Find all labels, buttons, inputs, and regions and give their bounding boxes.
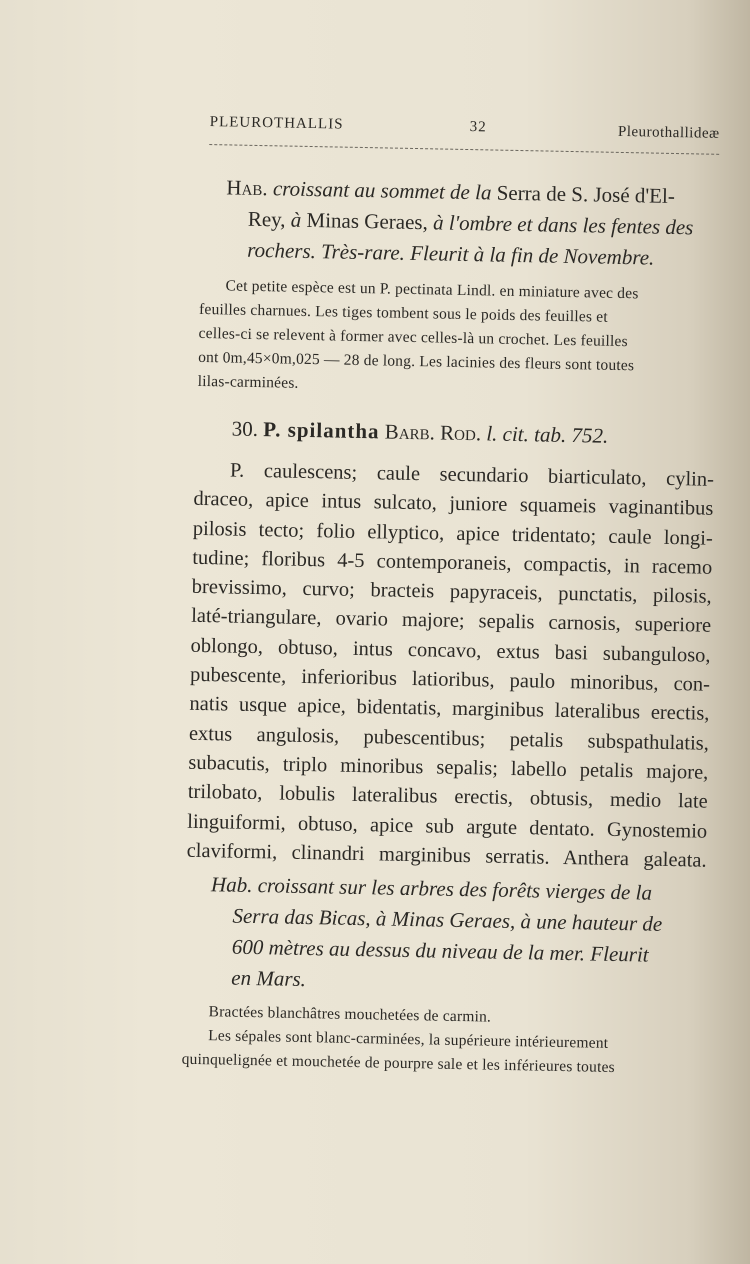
description-line: subacutis, triplo minoribus sepalis; labello petalis majore, xyxy=(188,751,709,784)
note2-line-3: quinquelignée et mouchetée de pourpre sale et les inférieures toutes xyxy=(181,1050,616,1076)
note1-line-4: ont 0m,45×0m,025 — 28 de long. Les lacinies des fleurs sont toutes xyxy=(198,348,635,375)
species-author: Barb. Rod. xyxy=(384,419,482,446)
note2-line-2: Les sépales sont blanc-carminées, la supérieure intérieurement xyxy=(207,1027,609,1052)
note1-line-5: lilas-carminées. xyxy=(197,372,299,392)
hab2-line-1: Hab. croissant sur les arbres des forêts vierges de la xyxy=(210,872,653,905)
hab2-line-4: en Mars. xyxy=(231,965,307,992)
latin-description xyxy=(186,456,714,876)
description-line: P. caulescens; caule secundario biarticulato, cylin- xyxy=(229,459,715,491)
running-head xyxy=(209,114,719,146)
description-line: tudine; floribus 4-5 contemporaneis, compactis, in racemo xyxy=(192,546,713,579)
species-name: P. spilantha xyxy=(263,417,380,444)
description-line: brevissimo, curvo; bracteis papyraceis, punctatis, pilosis, xyxy=(191,575,712,608)
hab1-line-1: Hab. croissant au sommet de la Serra de S. José d'El- xyxy=(226,175,676,208)
description-line: natis usque apice, bidentatis, marginibus lateralibus erectis, xyxy=(189,693,710,726)
running-head-genus: PLEUROTHALLIS xyxy=(209,114,344,133)
description-line: draceo, apice intus sulcato, juniore squameis vaginantibus xyxy=(193,488,714,521)
note1-line-3: celles-ci se relevent à former avec celles-là un crochet. Les feuilles xyxy=(198,324,628,351)
note2-line-1: Bractées blanchâtres mouchetées de carmin. xyxy=(208,1003,492,1026)
species-number: 30. xyxy=(231,416,259,442)
hab2-line-2: Serra das Bicas, à Minas Geraes, à une hauteur de xyxy=(232,903,663,936)
hab1-line-3: rochers. Très-rare. Fleurit à la fin de Novembre. xyxy=(247,237,655,270)
species-heading xyxy=(232,415,712,452)
species-reference: l. cit. tab. 752. xyxy=(486,421,609,448)
description-line: pilosis tecto; folio ellyptico, apice tridentato; caule longi- xyxy=(192,517,714,550)
description-line: linguiformi, obtuso, apice sub argute dentato. Gynostemio xyxy=(187,810,708,843)
note-paragraph-1 xyxy=(197,274,719,404)
description-line: extus angulosis, pubescentibus; petalis subspathulatis, xyxy=(188,722,710,755)
description-line: pubescente, inferioribus latioribus, paulo minoribus, con- xyxy=(189,663,711,696)
running-head-tribe: Pleurothallideæ xyxy=(617,123,720,142)
habitat-paragraph-2 xyxy=(209,869,707,1002)
note1-line-1: Cet petite espèce est un P. pectinata Lindl. en miniature avec des xyxy=(225,277,639,303)
page-number: 32 xyxy=(469,119,487,136)
hab2-line-3: 600 mètres au dessus du niveau de la mer. Fleurit xyxy=(231,934,649,967)
description-line: claviformi, clinandri marginibus serratis. Anthera galeata. xyxy=(186,839,707,872)
note1-line-2: feuilles charnues. Les tiges tombent sous le poids des feuilles et xyxy=(198,300,608,326)
note-paragraph-2 xyxy=(181,1000,703,1081)
description-line: trilobato, lobulis lateralibus erectis, obtusis, medio late xyxy=(187,781,708,813)
hab1-line-2: Rey, à Minas Geraes, à l'ombre et dans les fentes des xyxy=(247,206,694,240)
description-line: laté-triangulare, ovario majore; sepalis carnosis, superiore xyxy=(190,605,712,638)
header-rule xyxy=(209,144,719,155)
habitat-paragraph-1 xyxy=(225,172,717,274)
description-line: oblongo, obtuso, intus concavo, extus basi subanguloso, xyxy=(190,634,711,667)
